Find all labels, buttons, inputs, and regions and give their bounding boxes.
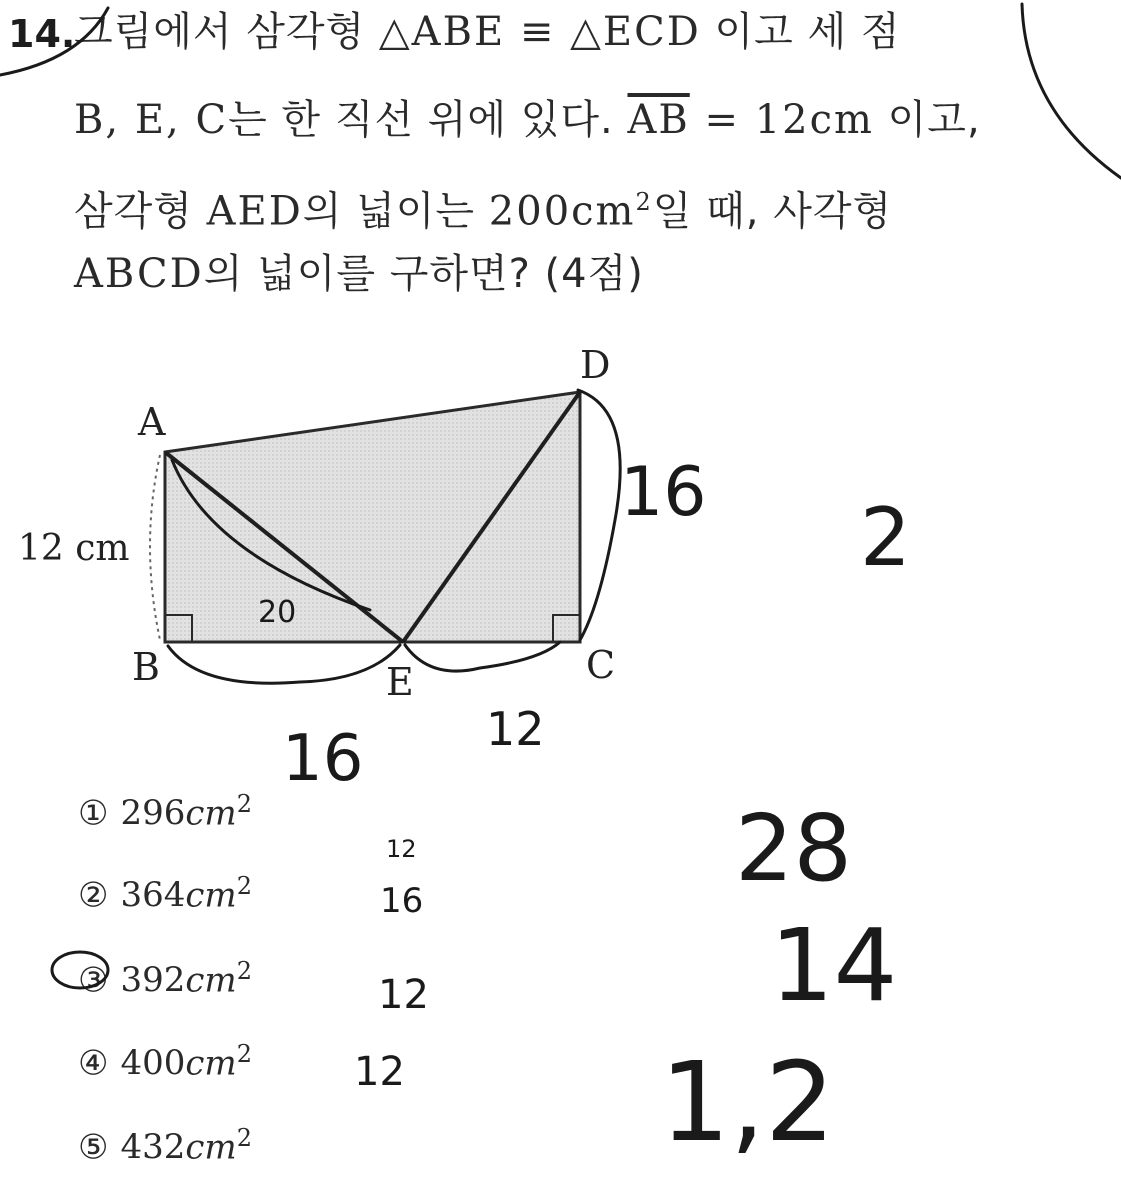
pen-curve-left bbox=[0, 8, 108, 75]
question-line-2: B, E, C는 한 직선 위에 있다. $\overline{AB} = 12cm$ 이고, bbox=[74, 97, 981, 143]
label-b: B bbox=[132, 645, 160, 689]
label-e: E bbox=[386, 660, 414, 704]
hand-two: 2 bbox=[860, 491, 911, 584]
label-c: C bbox=[586, 643, 616, 687]
hand-twenty-eight: 28 bbox=[735, 795, 853, 902]
triangle-aed: AED bbox=[206, 188, 303, 235]
triangle-abe: △ABE bbox=[378, 9, 506, 55]
hand-note-1: 12 bbox=[386, 835, 417, 863]
question-line-4: ABCD의 넓이를 구하면? (4점) bbox=[74, 251, 644, 297]
label-a: A bbox=[138, 400, 166, 444]
hand-be-length: 16 bbox=[282, 722, 364, 796]
label-d: D bbox=[580, 343, 611, 387]
pen-arc-cd bbox=[578, 390, 620, 640]
question-line-3: 삼각형 AED의 넓이는 $200cm^2$일 때, 사각형 bbox=[74, 188, 893, 235]
hand-note-2: 16 bbox=[380, 881, 424, 921]
hand-ae-length: 20 bbox=[258, 595, 297, 630]
hand-cd-length: 16 bbox=[620, 453, 707, 532]
pen-arc-be bbox=[168, 645, 400, 683]
pen-arc-ec bbox=[405, 642, 560, 671]
hand-note-4: 12 bbox=[354, 1049, 405, 1095]
choice-5[interactable]: ⑤ $432cm^2$ bbox=[78, 1124, 252, 1168]
hand-one-two: 1,2 bbox=[660, 1038, 835, 1166]
pen-circle-choice-3 bbox=[52, 952, 108, 988]
segment-ab: $\overline{AB}$ bbox=[627, 97, 690, 143]
choice-4[interactable]: ④ $400cm^2$ bbox=[78, 1040, 252, 1084]
choice-2[interactable]: ② $364cm^2$ bbox=[78, 872, 252, 916]
question-line-1: 그림에서 삼각형 △ABE ≡ △ECD 이고 세 점 bbox=[74, 9, 901, 55]
hand-note-3: 12 bbox=[378, 972, 429, 1018]
hand-fourteen: 14 bbox=[770, 907, 898, 1024]
choice-1[interactable]: ① $296cm^2$ bbox=[78, 790, 252, 834]
choice-3[interactable]: ③ $392cm^2$ bbox=[78, 957, 252, 1001]
pen-arc-ae bbox=[172, 460, 370, 610]
pen-curve-right bbox=[1022, 4, 1121, 178]
side-ab-length: 12 cm bbox=[18, 528, 130, 569]
question-number: 14. bbox=[8, 12, 76, 56]
hand-ec-length: 12 bbox=[486, 702, 545, 756]
triangle-ecd: △ECD bbox=[570, 9, 701, 55]
